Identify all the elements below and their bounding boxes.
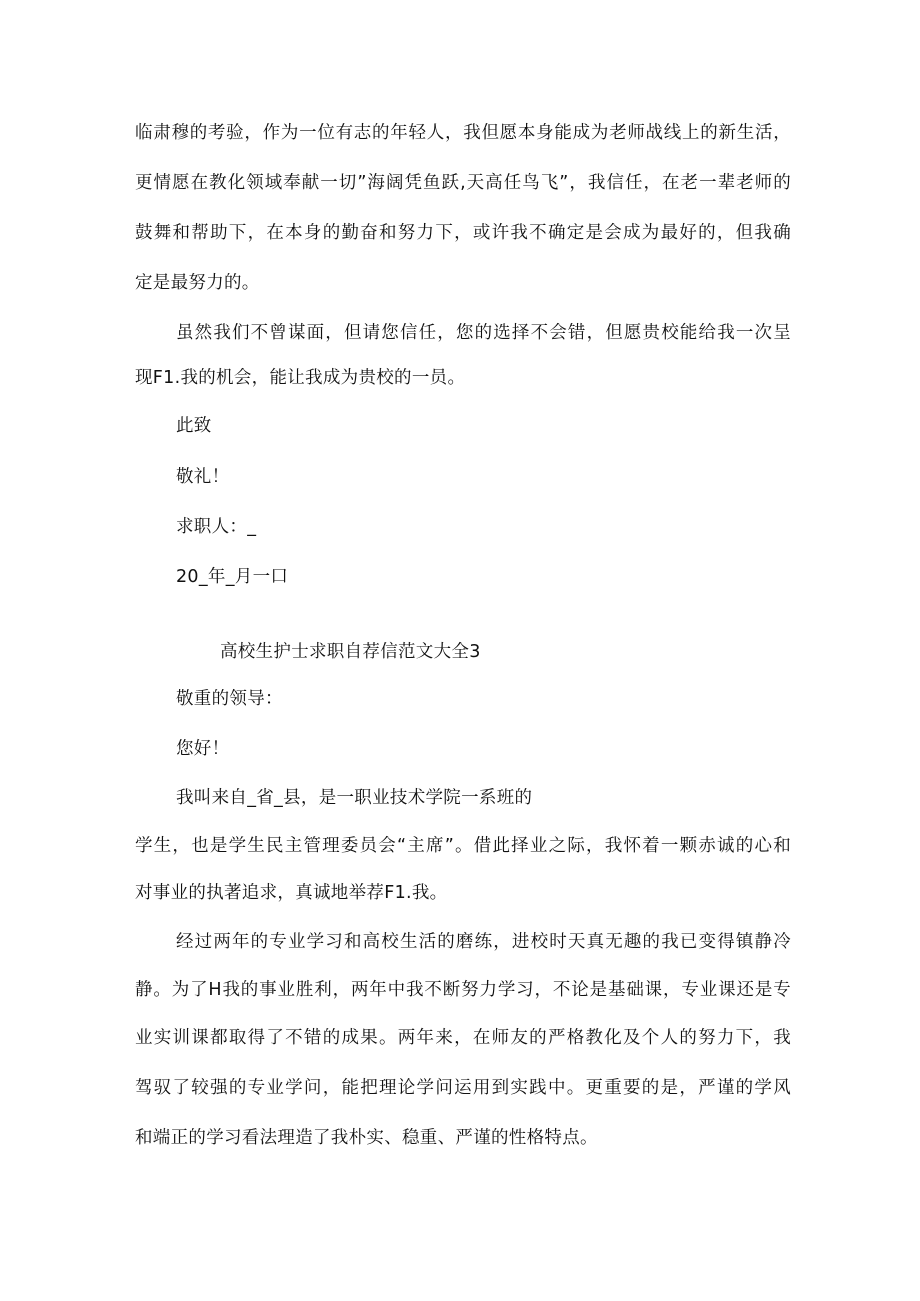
paragraph-line: 驾驭了较强的专业学问，能把理论学问运用到实践中。更重要的是，严谨的学风: [135, 1078, 791, 1098]
greeting: 您好！: [176, 739, 230, 759]
paragraph-line: 临肃穆的考验，作为一位有志的年轻人，我但愿本身能成为老师战线上的新生活，: [135, 123, 791, 143]
closing-text: 此致: [176, 416, 212, 436]
paragraph-line: 和端正的学习看法理造了我朴实、稳重、严谨的性格特点。: [135, 1128, 598, 1148]
date-line: 20_年_月一口: [176, 567, 289, 587]
paragraph-line: 静。为了H我的事业胜利，两年中我不断努力学习，不论是基础课，专业课还是专: [135, 980, 791, 1000]
paragraph-line: 对事业的执著追求，真诚地举荐F1.我。: [135, 883, 448, 903]
closing-salute: 敬礼！: [176, 467, 230, 487]
paragraph-line: 更情愿在教化领域奉献一切”海阔凭鱼跃,天高任鸟飞”，我信任，在老一辈老师的: [135, 173, 791, 193]
paragraph-line: 我叫来自_省_县，是一职业技术学院一系班的: [176, 788, 533, 808]
paragraph-line: 业实训课都取得了不错的成果。两年来，在师友的严格教化及个人的努力下，我: [135, 1028, 791, 1048]
paragraph-line: 学生，也是学生民主管理委员会“主席”。借此择业之际，我怀着一颗赤诚的心和: [135, 836, 791, 856]
paragraph-line: 经过两年的专业学习和高校生活的磨练，进校时天真无趣的我已变得镇静冷: [176, 932, 791, 952]
paragraph-line: 定是最努力的。: [135, 273, 260, 293]
paragraph-line: 鼓舞和帮助下，在本身的勤奋和努力下，或许我不确定是会成为最好的，但我确: [135, 223, 791, 243]
paragraph-line: 现F1.我的机会，能让我成为贵校的一员。: [135, 368, 466, 388]
section-title: 高校生护士求职自荐信范文大全3: [220, 642, 481, 662]
paragraph-line: 虽然我们不曾谋面，但请您信任，您的选择不会错，但愿贵校能给我一次呈: [176, 323, 791, 343]
signature-line: 求职人：_: [176, 517, 257, 537]
salutation: 敬重的领导：: [176, 689, 283, 709]
